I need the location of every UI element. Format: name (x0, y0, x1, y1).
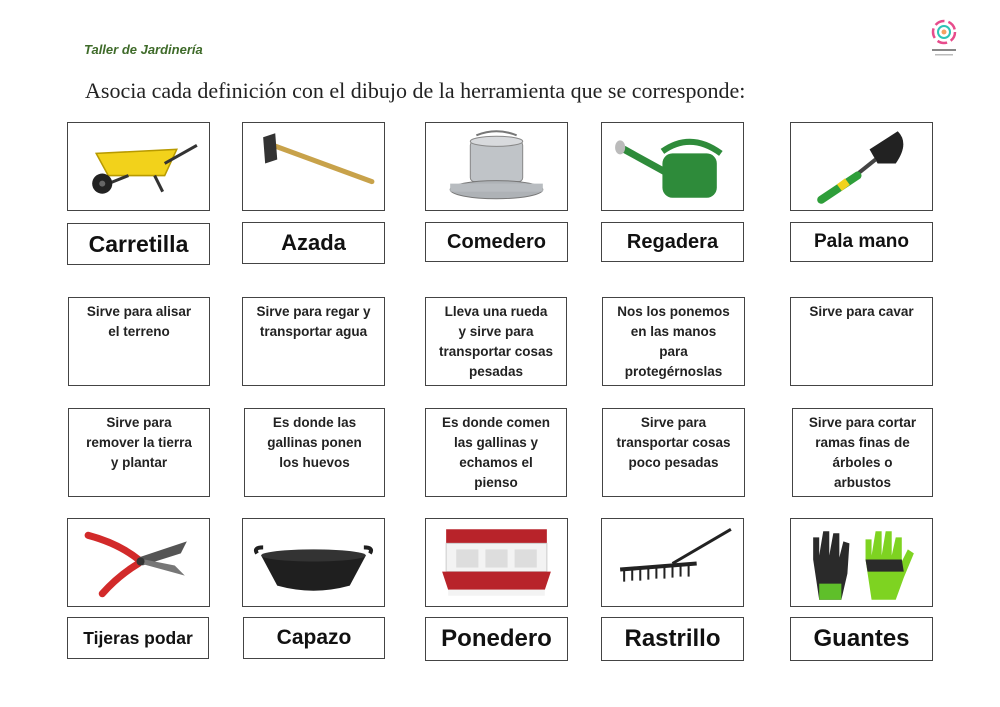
wheelbarrow-image[interactable] (67, 122, 210, 211)
gloves-image[interactable] (790, 518, 933, 607)
definition-line: Sirve para (640, 415, 707, 430)
definition-cortar[interactable] (792, 408, 933, 497)
hoe-image[interactable] (242, 122, 385, 211)
definition-huevos[interactable] (244, 408, 385, 497)
label-regadera[interactable]: Regadera (601, 222, 744, 262)
trowel-image[interactable] (790, 122, 933, 211)
trowel-icon (791, 123, 932, 210)
feeder-image[interactable] (425, 122, 568, 211)
label-rastrillo[interactable]: Rastrillo (601, 617, 744, 661)
label-capazo[interactable]: Capazo (243, 617, 385, 659)
definition-line: y sirve para (458, 324, 534, 339)
feeder-icon (426, 123, 567, 210)
label-azada[interactable]: Azada (242, 222, 385, 264)
definition-alisar[interactable] (68, 297, 210, 386)
definition-line: poco pesadas (628, 455, 719, 470)
gloves-icon (791, 519, 932, 606)
definition-line: transportar cosas (616, 435, 731, 450)
hoe-icon (243, 123, 384, 210)
definition-cavar[interactable] (790, 297, 933, 386)
watering-can-image[interactable] (601, 122, 744, 211)
label-tijeras-podar[interactable]: Tijeras podar (67, 617, 209, 659)
label-guantes[interactable]: Guantes (790, 617, 933, 661)
definition-manos[interactable] (602, 297, 745, 386)
definition-line: protegérnoslas (624, 364, 723, 379)
definition-line: Sirve para cavar (809, 304, 914, 319)
definition-line: Sirve para (106, 415, 172, 430)
definition-line: Es donde comen (441, 415, 551, 430)
definition-line: ramas finas de (815, 435, 910, 450)
basket-icon (243, 519, 384, 606)
workshop-header: Taller de Jardinería (84, 42, 203, 57)
definition-line: transportar cosas (438, 344, 554, 359)
definition-line: pesadas (468, 364, 524, 379)
definition-line: remover la tierra (86, 435, 192, 450)
label-carretilla[interactable]: Carretilla (67, 223, 210, 265)
definition-remover[interactable] (68, 408, 210, 497)
instruction-title: Asocia cada definición con el dibujo de la herramienta que se corresponde: (85, 78, 746, 103)
basket-image[interactable] (242, 518, 385, 607)
rake-image[interactable] (601, 518, 744, 607)
definition-line: el terreno (108, 324, 170, 339)
wheelbarrow-icon (68, 123, 209, 210)
label-comedero[interactable]: Comedero (425, 222, 568, 262)
definition-line: echamos el (459, 455, 533, 470)
definition-line: Sirve para regar y (256, 304, 371, 319)
definition-comen[interactable] (425, 408, 567, 497)
school-logo (924, 14, 964, 62)
label-ponedero[interactable]: Ponedero (425, 617, 568, 661)
pruning-shears-icon (68, 519, 209, 606)
nest-box-icon (426, 519, 567, 606)
definition-regar[interactable] (242, 297, 385, 386)
definition-line: pienso (474, 475, 518, 490)
definition-line: los huevos (279, 455, 350, 470)
definition-line: Nos los ponemos (617, 304, 730, 319)
definition-rueda[interactable] (425, 297, 567, 386)
definition-line: Es donde las (272, 415, 357, 430)
label-pala-mano[interactable]: Pala mano (790, 222, 933, 262)
definition-line: para (659, 344, 688, 359)
definition-line: arbustos (833, 475, 891, 490)
watering-can-icon (602, 123, 743, 210)
definition-line: Sirve para cortar (808, 415, 917, 430)
definition-line: gallinas ponen (267, 435, 362, 450)
definition-line: Lleva una rueda (444, 304, 548, 319)
rake-icon (602, 519, 743, 606)
definition-line: en las manos (630, 324, 717, 339)
definition-line: las gallinas y (453, 435, 539, 450)
definition-line: Sirve para alisar (86, 304, 192, 319)
pruning-shears-image[interactable] (67, 518, 210, 607)
definition-poco-pesadas[interactable] (602, 408, 745, 497)
definition-line: transportar agua (259, 324, 368, 339)
definition-line: y plantar (110, 455, 168, 470)
definition-line: árboles o (832, 455, 893, 470)
nest-box-image[interactable] (425, 518, 568, 607)
